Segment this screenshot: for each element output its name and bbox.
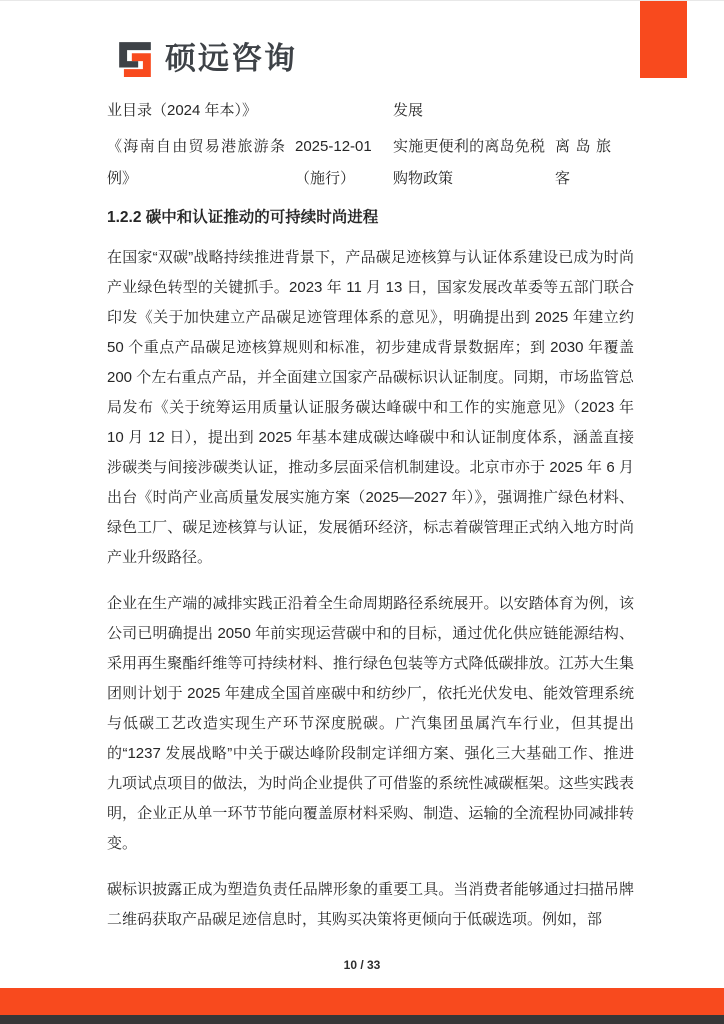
bottom-dark-bar (0, 1015, 724, 1024)
paragraph-policy-background: 在国家“双碳”战略持续推进背景下，产品碳足迹核算与认证体系建设已成为时尚产业绿色转型的关键抓手。2023 年 11 月 13 日，国家发展改革委等五部门联合印发《关于加快建立产品碳足迹管理体系的意见》，明确提出到 2025 年建立约 50 个重点产品碳足迹核算规则和标准，初步建成背景数据库；到 2030 年覆盖 200 个左右重点产品，并全面建立国家产品碳标识认证制度。同期，市场监管总局发布《关于统筹运用质量认证服务碳达峰碳中和工作的实施意见》（2023 年 10 月 12 日），提出到 2025 年基本建成碳达峰碳中和认证制度体系，涵盖直接涉碳类与间接涉碳类认证，推动多层面采信机制建设。北京市亦于 2025 年 6 月出台《时尚产业高质量发展实施方案（2025—2027 年）》，强调推广绿色材料、绿色工厂、碳足迹核算与认证，发展循环经济，标志着碳管理正式纳入地方时尚产业升级路径。 (107, 249, 634, 566)
section-heading: 1.2.2 碳中和认证推动的可持续时尚进程 (107, 209, 379, 226)
table-cell-policy-name: 业目录（2024 年本）》 (107, 102, 258, 119)
top-right-accent-block (640, 1, 687, 78)
policy-table (107, 95, 634, 195)
table-cell-policy-name: 《海南自由贸易港旅游条例》 (107, 138, 285, 187)
paragraph-enterprise-practice: 企业在生产端的减排实践正沿着全生命周期路径系统展开。以安踏体育为例，该公司已明确提出 2050 年前实现运营碳中和的目标，通过优化供应链能源结构、采用再生聚酯纤维等可持续材料、推行绿色包装等方式降低碳排放。江苏大生集团则计划于 2025 年建成全国首座碳中和纺纱厂，依托光伏发电、能效管理系统与低碳工艺改造实现生产环节深度脱碳。广汽集团虽属汽车行业，但其提出的“1237 发展战略”中关于碳达峰阶段制定详细方案、强化三大基础工作、推进九项试点项目的做法，为时尚企业提供了可借鉴的系统性减碳框架。这些实践表明，企业正从单一环节节能向覆盖原材料采购、制造、运输的全流程协同减排转变。 (107, 595, 634, 852)
page-number: 10 / 33 (343, 958, 381, 972)
table-cell-date: 2025-12-01（施行） (295, 138, 372, 187)
brand-logo-text: 硕远咨询 (165, 40, 297, 76)
document-content (107, 95, 634, 935)
table-cell-target: 离岛旅客 (555, 138, 611, 187)
brand-logo-icon (116, 39, 154, 77)
paragraph-carbon-label: 碳标识披露正成为塑造负责任品牌形象的重要工具。当消费者能够通过扫描吊牌二维码获取产品碳足迹信息时，其购买决策将更倾向于低碳选项。例如，部 (107, 881, 634, 928)
bottom-accent-bar (0, 988, 724, 1015)
table-cell-content: 发展 (393, 102, 424, 119)
brand-logo (116, 39, 297, 77)
table-cell-content: 实施更便利的离岛免税购物政策 (393, 138, 545, 187)
